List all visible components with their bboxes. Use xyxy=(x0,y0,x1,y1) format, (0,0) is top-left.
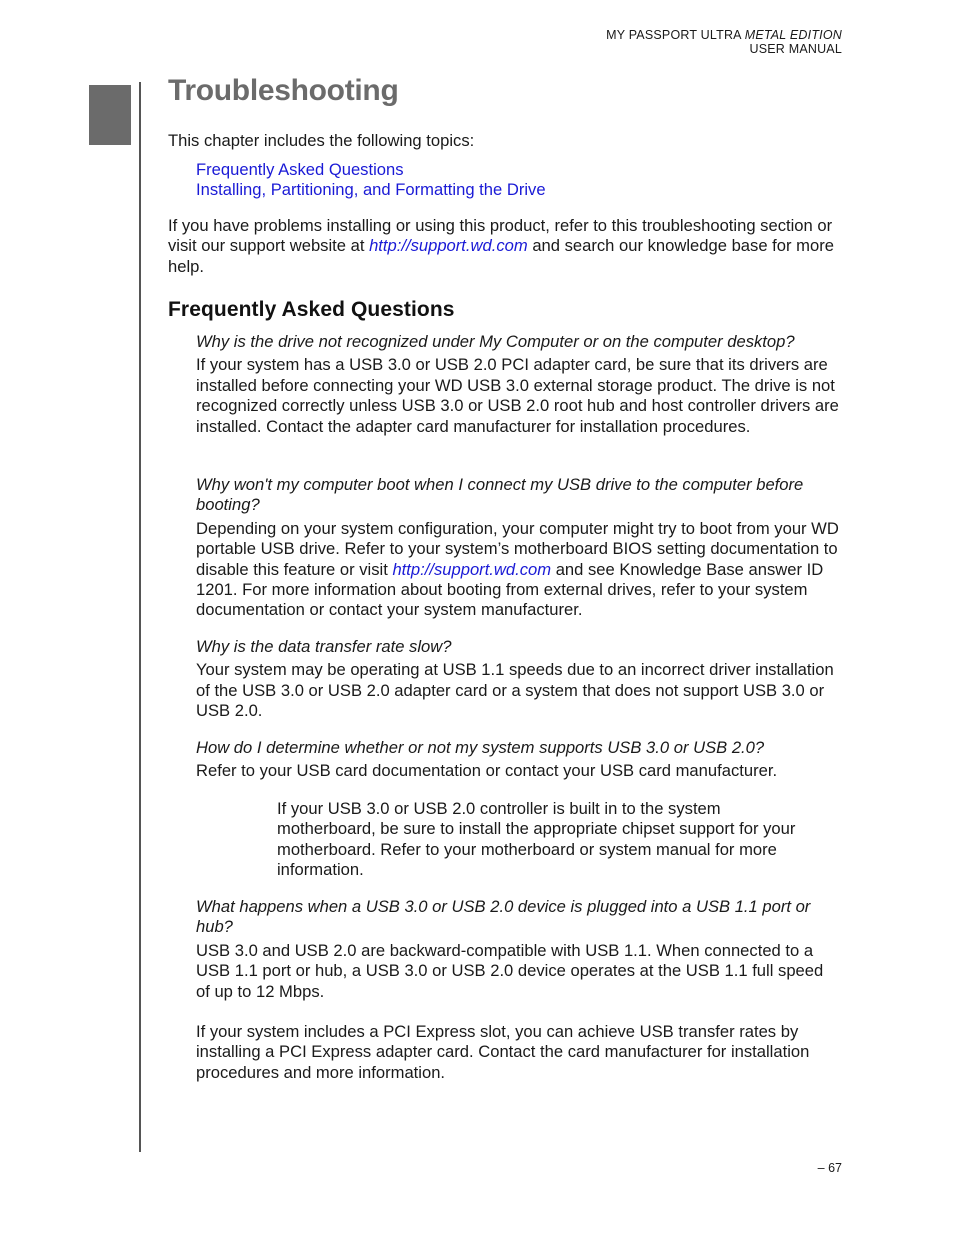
faq-answer: Refer to your USB card documentation or contact your USB card manufacturer. xyxy=(196,761,778,781)
faq-answer-text-before: Depending on your system configuration, your computer might try to boot from your WD portable USB drive. Refer to your system’s motherboard BIOS setting documentation to disable this feature or visit xyxy=(196,518,839,579)
faq-answer xyxy=(196,519,840,621)
faq-answer: Your system may be operating at USB 1.1 speeds due to an incorrect driver installation of the USB 3.0 or USB 2.0 adapter card or a system that does not support USB 3.0 or USB 2.0. xyxy=(196,660,834,721)
faq-question: What happens when a USB 3.0 or USB 2.0 device is plugged into a USB 1.1 port or hub? xyxy=(196,897,811,937)
support-link[interactable]: http://support.wd.com xyxy=(369,236,528,256)
support-text-after: and search our knowledge base for more help. xyxy=(168,236,834,276)
header-edition: METAL EDITION xyxy=(744,28,842,42)
faq-question: Why won't my computer boot when I connect my USB drive to the computer before booting? xyxy=(196,475,804,515)
faq-answer-text-after: and see Knowledge Base answer ID 1201. For more information about booting from external drives, refer to your system documentation or contact your system manufacturer. xyxy=(196,559,824,620)
faq-answer-extra: If your system includes a PCI Express slot, you can achieve USB transfer rates by installing a PCI Express adapter card. Contact the card manufacturer for installation procedures and more information. xyxy=(196,1022,810,1082)
faq-question: Why is the drive not recognized under My Computer or on the computer desktop? xyxy=(196,332,795,351)
faq-item-boot xyxy=(196,475,840,621)
chapter-title: Troubleshooting xyxy=(168,74,399,107)
faq-item-transfer-rate xyxy=(196,637,840,722)
faq-answer: USB 3.0 and USB 2.0 are backward-compatible with USB 1.1. When connected to a USB 1.1 port or hub, a USB 3.0 or USB 2.0 device operates at the USB 1.1 full speed of up to 12 Mbps. xyxy=(196,940,824,1001)
faq-item-usb11-port xyxy=(196,897,840,1083)
faq-question: Why is the data transfer rate slow? xyxy=(196,637,452,656)
support-link-kb[interactable]: http://support.wd.com xyxy=(392,559,552,579)
note-block xyxy=(277,799,797,881)
chapter-tab-marker xyxy=(89,85,131,145)
margin-rule xyxy=(139,82,141,1152)
page-number: – 67 xyxy=(817,1161,842,1175)
faq-heading: Frequently Asked Questions xyxy=(168,298,455,321)
chapter-intro: This chapter includes the following topics: xyxy=(168,131,475,150)
faq-item-support-check xyxy=(196,738,840,782)
faq-answer: If your system has a USB 3.0 or USB 2.0 PCI adapter card, be sure that its drivers are installed before connecting your WD USB 3.0 external storage product. The drive is not recognized correctly unless USB 3.0 or USB 2.0 root hub and host controller drivers are installed. Contact the adapter card manufacturer for installation procedures. xyxy=(196,355,839,436)
note-text: If your USB 3.0 or USB 2.0 controller is built in to the system motherboard, be sure to install the appropriate chipset support for your motherboard. Refer to your motherboard or system manual for more information. xyxy=(277,799,796,880)
topic-link-faq[interactable]: Frequently Asked Questions xyxy=(196,160,404,179)
faq-question: How do I determine whether or not my system supports USB 3.0 or USB 2.0? xyxy=(196,738,765,757)
faq-item-not-recognized xyxy=(196,332,840,437)
support-text-before: If you have problems installing or using this product, refer to this troubleshooting section or visit our support website at xyxy=(168,216,833,256)
running-header xyxy=(606,28,842,56)
support-paragraph xyxy=(168,216,840,277)
header-product: MY PASSPORT ULTRA xyxy=(606,28,745,42)
header-manual: USER MANUAL xyxy=(749,42,842,56)
topic-list xyxy=(196,160,546,201)
topic-link-installing[interactable]: Installing, Partitioning, and Formatting the Drive xyxy=(196,180,546,200)
